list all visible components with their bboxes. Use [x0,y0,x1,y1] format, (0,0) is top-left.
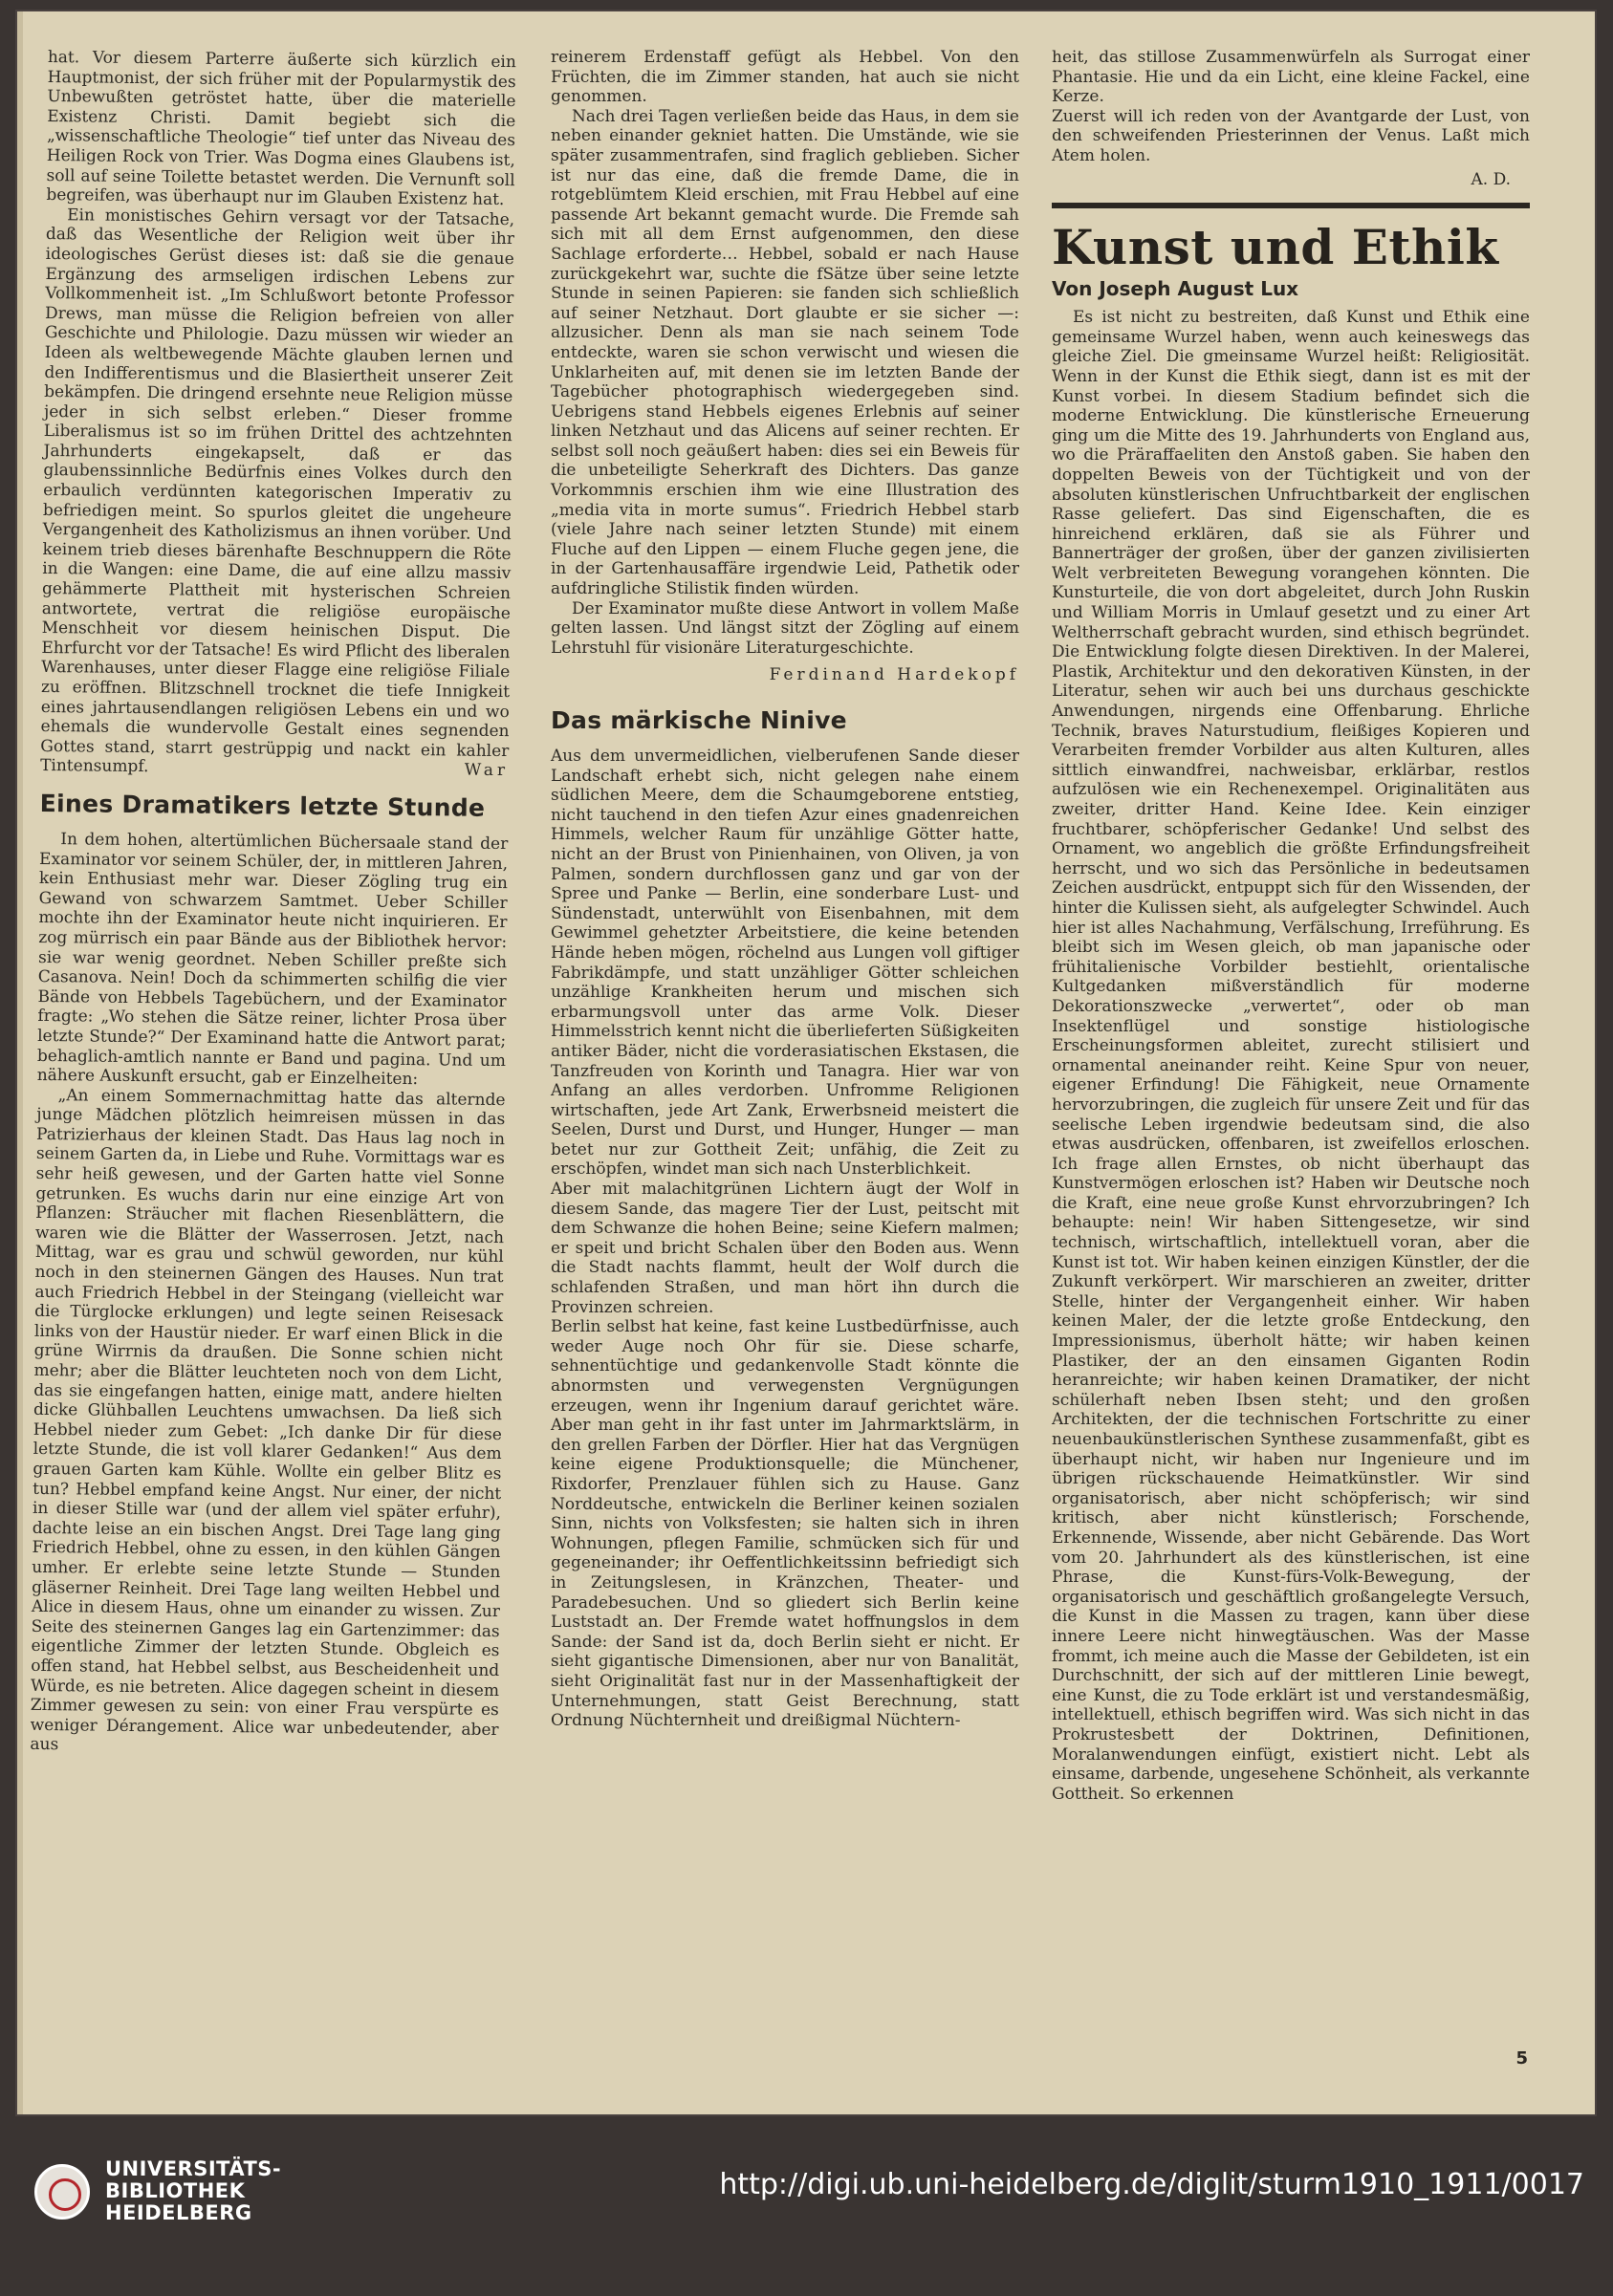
author-signature: War [464,760,510,781]
paragraph: Ein monistisches Gehirn versagt vor der Tatsache, daß das Wesentliche der Religion weit über ihr ideologisches Gerüst dieses ist: daß sie die genaue Ergänzung des armseligen irdischen Lebens zur Vollkommenheit ist. „Im Schlußwort betonte Professor Drews, man müsse die Religion befreien von aller Geschichte und Philologie. Dazu müssen wir wieder an Ideen als weltbewegende Mächte glauben lernen und den Indifferentismus und die Blasiertheit unserer Zeit bekämpfen. Die dringend ersehnte neue Religion müsse jeder in sich selbst erleben.“ Dieser fromme Liberalismus ist so im frühen Drittel des achtzehnten Jahrhunderts eingekapselt, daß er das glaubenssinnliche Bedürfnis eines Volkes durch den erbaulich verdünnten kategorischen Imperativ zu befriedigen meint. So spurlos gleitet die ungeheure Vergangenheit des Katholizismus an ihnen vorüber. Und keinem trieb dieses bärenhafte Beschnuppern die Röte in die Wangen: eine Dame, die auf eine allzu massiv gehämmerte Plattheit mit hysterischen Schreien antwortete, vertrat die religiöse europäische Menschheit vor diesem heinischen Disput. Die Ehrfurcht vor der Tatsache! Es wird Pflicht des liberalen Warenhauses, unter dieser Flagge eine religiöse Filiale zu eröffnen. Blitzschnell trocknet die tiefe Innigkeit eines jahrtausendlangen religiösen Lebens ein und wo ehemals die wundervolle Gestalt eines segnenden Gottes stand, starrt gestrüppig und nackt ein kahler Tintensumpf. War [40,205,515,781]
paragraph: Zuerst will ich reden von der Avantgarde der Lust, von den schweifenden Priesterinnen der Venus. Laßt mich Atem holen. [1052,106,1530,165]
library-name: UNIVERSITÄTS- BIBLIOTHEK HEIDELBERG [105,2157,282,2224]
paragraph: Aus dem unvermeidlichen, vielberufenen Sande dieser Landschaft erhebt sich, nicht gelegen nahe einem südlichen Meere, dem die Schaumgeborene entstieg, nicht tauchend in den tiefen Azur eines gnadenreichen Himmels, welcher Raum für unzählige Götter hatte, nicht an der Brust von Pinienhainen, von Oliven, ja von Palmen, sondern durchflossen ganz und gar von der Spree und Panke — Berlin, eine sonderbare Lust- und Sündenstadt, unterwühlt von Eisenbahnen, mit dem Gewimmel gehetzter Arbeitstiere, die keine betenden Hände heben mögen, röchelnd aus Lungen voll giftiger Fabrikdämpfe, und statt unzähliger Götter schleichen unzählige Krankheiten herum und mischen sich erbarmungsvoll unter das arme Volk. Dieser Himmelsstrich kennt nicht die überlieferten Süßigkeiten antiker Bäder, nicht die vorderasiatischen Ekstasen, die Tanzfreuden von Korinth und Tanagra. Hier war von Anfang an alles verdorben. Unfromme Religionen wirtschaften, jede Art Zank, Erwerbsneid meistert die Seelen, Durst und Durst, und Hunger, Hunger — man betet nur zur Gottheit Zeit; unfähig, die Zeit zu erschöpfen, windet man sich nach Unsterblichkeit. [551,747,1019,1180]
university-seal-icon [34,2164,90,2220]
article-title: Kunst und Ethik [1052,219,1499,276]
paragraph: Aber mit malachitgrünen Lichtern äugt der Wolf in diesem Sande, das magere Tier der Lust, peitscht mit dem Schwanze die hohen Beine; seine Kiefern malmen; er speit und bricht Schalen über den Boden aus. Wenn die Stadt nachts flammt, heult der Wolf durch die schlafenden Straßen, und man hört ihn durch die Provinzen schreien. [551,1180,1019,1317]
author-signature: Ferdinand Hardekopf [769,665,1019,685]
page-number: 5 [1515,2048,1528,2069]
column-middle [551,48,1019,2084]
scanned-page [17,11,1595,2114]
author-signature: A. D. [1471,169,1511,189]
paragraph: Es ist nicht zu bestreiten, daß Kunst und Ethik eine gemeinsame Wurzel haben, wenn auch keineswegs das gleiche Ziel. Die gmeinsame Wurzel heißt: Religiosität. Wenn in der Kunst die Ethik siegt, dann ist es mit der Kunst vorbei. In diesem Stadium befindet sich die moderne Entwicklung. Die künstlerische Erneuerung ging um die Mitte des 19. Jahrhunderts von England aus, wo die Präraffaeliten den Anstoß gaben. Sie haben den doppelten Beweis von der Tüchtigkeit und von der absoluten künstlerischen Unfruchtbarkeit der englischen Rasse geliefert. Das sind Eigenschaften, die es hinreichend erklären, daß sie als Führer und Bannerträger der großen, über der ganzen zivilisierten Welt verbreiteten Bewegung vorangehen könnten. Die Kunsturteile, die von dort abgeleitet, durch John Ruskin und William Morris in Umlauf gesetzt und zu einer Art Weltherrschaft gebracht wurden, sind ethisch begründet. Die Entwicklung folgte diesen Direktiven. In der Malerei, Plastik, Architektur und den dekorativen Künsten, in der Literatur, sehen wir auch bei uns durchaus geschickte Anwendungen, nirgends eine Offenbarung. Ehrliche Technik, braves Naturstudium, fleißiges Kopieren und Verarbeiten fremder Vorbilder aus alten Kulturen, alles sittlich einwandfrei, nachweisbar, erklärbar, restlos aufzulösen wie ein Rechenexempel. Originalitäten aus zweiter, dritter Hand. Keine Idee. Kein einziger fruchtbarer, schöpferischer Gedanke! Und selbst des Ornament, wo angeblich die größte Erfindungsfreiheit herrscht, und wo sich das Persönliche in bedeutsamen Zeichen ausdrückt, entpuppt sich für den Wissenden, der hinter die Kulissen sieht, als aufgelegter Schwindel. Auch hier ist alles Nachahmung, Verfälschung, Irreführung. Es bleibt sich im Wesen gleich, ob man japanische oder frühitalienische Vorbilder bestiehlt, orientalische Kultgedanken mißverständlich für moderne Dekorationszwecke „verwertet“, oder ob man Insektenflügel und sonstige histiologische Erscheinungsformen ableitet, zurecht stilisiert und ornamental aneinander reiht. Keine Spur von neuer, eigener Erfindung! Die Fähigkeit, neue Ornamente hervorzubringen, die zugleich für unsere Zeit und für das seelische Leben irgendwie bedeutsam sind, die also etwas ausdrücken, offenbaren, ist zweifellos erloschen. Ich frage allen Ernstes, ob nicht überhaupt das Kunstvermögen erloschen ist? Haben wir Deutsche noch die Kraft, eine neue große Kunst ehrvorzubringen? Ich behaupte: nein! Wir haben Sittengesetze, wir sind technisch, wirtschaftlich, intellektuell voran, aber die Kunst ist tot. Wir haben keinen einzigen Künstler, der die Zukunft verkörpert. Wir marschieren an zweiter, dritter Stelle, hinter der Vergangenheit einher. Wir haben keinen Maler, der die letzte große Entdeckung, den Impressionismus, überholt hätte; wir haben keinen Plastiker, der an den einsamen Giganten Rodin heranreichte; wir haben keinen Dramatiker, der nicht schülerhaft neben Ibsen steht; und den großen Architekten, der die technischen Fortschritte zu einer neuenbaukünstlerischen Synthese zusammenfaßt, gibt es überhaupt nicht, wir haben nur Ingenieure und im übrigen rückschauende Heimatkünstler. Wir sind organisatorisch, aber nicht schöpferisch; wir sind kritisch, aber nicht künstlerisch; Forschende, Erkennende, Wissende, aber nicht Gebärende. Das Wort vom 20. Jahrhundert als des künstlerischen, ist eine Phrase, die Kunst-fürs-Volk-Bewegung, der organisatorisch und geschäftlich großangelegte Versuch, die Kunst in die Massen zu tragen, kann über diese innere Leere nicht hinwegtäuschen. Was der Masse frommt, ich meine auch die Masse der Gebildeten, ist ein Durchschnitt, der sich auf der mittleren Linie bewegt, eine Kunst, die zu Tode erklärt ist und verstandesmäßig, intellektuell, ethisch begriffen wird. Was sich nicht in das Prokrustesbett der Doktrinen, Definitionen, Moralanwendungen einfügt, existiert nicht. Lebt als einsame, darbende, ungesehene Schönheit, als verkannte Gottheit. So erkennen [1052,308,1530,1804]
paragraph: „An einem Sommernachmittag hatte das alternde junge Mädchen plötzlich heimreisen müssen in das Patrizierhaus der kleinen Stadt. Das Haus lag noch in seinem Garten da, in Liebe und Ruhe. Vormittags war es sehr heiß gewesen, und der Garten hatte viel Sonne getrunken. Es wuchs darin nur eine einzige Art von Pflanzen: Sträucher mit flachen Riesenblättern, die waren wie die Blätter der Wasserrosen. Jetzt, nach Mittag, war es grau und schwül geworden, nur kühl noch in den steinernen Gängen des Hauses. Nun trat auch Friedrich Hebbel in der Steingang (vielleicht war die Türglocke erklungen) und legte seinen Reisesack links von der Haustür nieder. Er warf einen Blick in die grüne Wirrnis da draußen. Die Sonne schien nicht mehr; aber die Blätter leuchteten noch von dem Licht, das sie eingefangen hatten, einige matt, andere hielten dicke Glühballen Leuchtens umwachsen. Da ließ sich Hebbel nieder zum Gebet: „Ich danke Dir für diese letzte Stunde, die ist voll klarer Gedanken!“ Aus dem grauen Garten kam Kühle. Wollte ein gelber Blitz es tun? Hebbel empfand keine Angst. Nur einer, der nicht in dieser Stille war (und der allem viel später erfuhr), dachte leise an ein bischen Angst. Drei Tage lang ging Friedrich Hebbel, ohne zu essen, in den kühlen Gängen umher. Er erlebte seine letzte Stunde — Stunden gläserner Reinheit. Drei Tage lang weilten Hebbel und Alice in diesem Haus, ohne um einander zu wissen. Zur Seite des steinernen Ganges lag ein Gartenzimmer: das eigentliche Zimmer der letzten Stunde. Obgleich es offen stand, hat Hebbel selbst, aus Bescheidenheit und Würde, es nie betreten. Alice dagegen scheint in diesem Zimmer gewesen zu sein: von einer Frau verspürte es weniger Dérangement. Alice war unbedeutender, aber aus [30,1085,506,1755]
column-left [30,48,516,2084]
article-heading: Das märkische Ninive [551,706,847,734]
article-heading: Eines Dramatikers letzte Stunde [39,789,486,822]
library-logo[interactable] [34,2158,281,2224]
paragraph: Nach drei Tagen verließen beide das Haus, in dem sie neben einander gekniet hatten. Die Umstände, wie sie später zusammentrafen, sind fraglich geblieben. Sicher ist nur das eine, daß die fremde Dame, die in rotgeblümtem Kleid erschien, mit Frau Hebbel auf eine passende Art bekannt gemacht wurde. Die Fremde sah sich mit all dem Ernst aufgenommen, den diese Sachlage erforderte… Hebbel, sobald er nach Hause zurückgekehrt war, suchte die fSätze über seine letzte Stunde in seinen Papieren: sie fanden sich schließlich auf seiner Netzhaut. Dort glaubte er sie sicher —: allzusicher. Denn als man sie nach seinem Tode entdeckte, waren sie schon verwischt und wiesen die Unklarheiten auf, mit denen sie im letzten Bande der Tagebücher photographisch wiedergegeben sind. Uebrigens stand Hebbels eigenes Erlebnis auf seiner linken Netzhaut und das Alicens auf seiner rechten. Er selbst soll noch geäußert haben: dies sei ein Beweis für die unbeteiligte Seherkraft des Dichters. Das ganze Vorkommnis erschien ihm wie eine Illustration des „media vita in morte sumus“. Friedrich Hebbel starb (viele Jahre nach seiner letzten Stunde) mit einem Fluche auf den Lippen — einem Fluche gegen jene, die in der Gartenhausaffäre irgendwie Leid, Pathetik oder aufdringliche Stilistik finden würden. [551,106,1019,599]
column-right [1052,48,1530,2065]
permalink-url[interactable]: http://digi.ub.uni-heidelberg.de/diglit/sturm1910_1911/0017 [719,2168,1584,2201]
paragraph: heit, das stillose Zusammenwürfeln als Surrogat einer Phantasie. Hie und da ein Licht, eine kleine Fackel, eine Kerze. [1052,48,1530,107]
paragraph: In dem hohen, altertümlichen Büchersaale stand der Examinator vor seinem Schüler, der, in mittleren Jahren, kein Enthusiast mehr war. Dieser Zögling trug ein Gewand von schwarzem Samtmet. Ueber Schiller mochte ihn der Examinator heute nicht inquirieren. Er zog mürrisch ein paar Bände aus der Bibliothek hervor: sie war wenig geordnet. Neben Schiller preßte sich Casanova. Nein! Doch da schimmerten schilfig die vier Bände von Hebbels Tagebüchern, und der Examinator fragte: „Wo stehen die Sätze reiner, lichter Prosa über letzte Stunde?“ Der Examinand hatte die Antwort parat; behaglich-amtlich nannte er Band und pagina. Und um nähere Auskunft ersucht, gab er Einzelheiten: [36,830,509,1090]
paragraph: Der Examinator mußte diese Antwort in vollem Maße gelten lassen. Und längst sitzt der Zögling auf einem Lehrstuhl für visionäre Literaturgeschichte. [551,598,1019,658]
viewer-footer [0,2130,1613,2296]
paragraph: Berlin selbst hat keine, fast keine Lustbedürfnisse, auch weder Auge noch Ohr für sie. Diese scharfe, sehnentüchtige und gedankenvolle Stadt könnte die abnormsten und verwegensten Vergnügungen erzeugen, wenn ihr Ingenium darauf gerichtet wäre. Aber man geht in ihr fast unter im Jahrmarktslärm, in den grellen Farben der Dörfler. Hier hat das Vergnügen keine eigene Produktionsquelle; die Münchener, Rixdorfer, Prenzlauer fühlen sich zu Hause. Ganz Norddeutsche, entwickeln die Berliner keinen sozialen Sinn, nichts von Volksfesten; sie halten sich in ihren Wohnungen, pflegen Familie, schmücken sich für und gegeneinander; ihr Oeffentlichkeitssinn befriedigt sich in Zeitungslesen, in Kränzchen, Theater- und Paradebesuchen. Und so gliedert sich Berlin keine Luststadt an. Der Fremde watet hoffnungslos in dem Sande: der Sand ist da, doch Berlin sieht er nicht. Er sieht gigantische Dimensionen, aber nur von Banalität, sieht Originalität fast nur in der Massenhaftigkeit der Unternehmungen, statt Geist Berechnung, statt Ordnung Nüchternheit und dreißigmal Nüchtern- [551,1317,1019,1731]
paragraph: reinerem Erdenstaff gefügt als Hebbel. Von den Früchten, die im Zimmer standen, hat auch sie nicht genommen. [551,48,1019,107]
paragraph: hat. Vor diesem Parterre äußerte sich kürzlich ein Hauptmonist, der sich früher mit der Popularmystik des Unbewußten getröstet hatte, über die materielle Existenz Christi. Damit begiebt sich die „wissenschaftliche Theologie“ tief unter das Niveau des Heiligen Rock von Trier. Was Dogma eines Glaubens ist, soll auf seine Toilette betastet werden. Die Vernunft soll begreifen, was überhaupt nur im Glauben Existenz hat. [46,48,516,210]
section-divider [1052,203,1530,208]
article-byline: Von Joseph August Lux [1052,277,1299,301]
